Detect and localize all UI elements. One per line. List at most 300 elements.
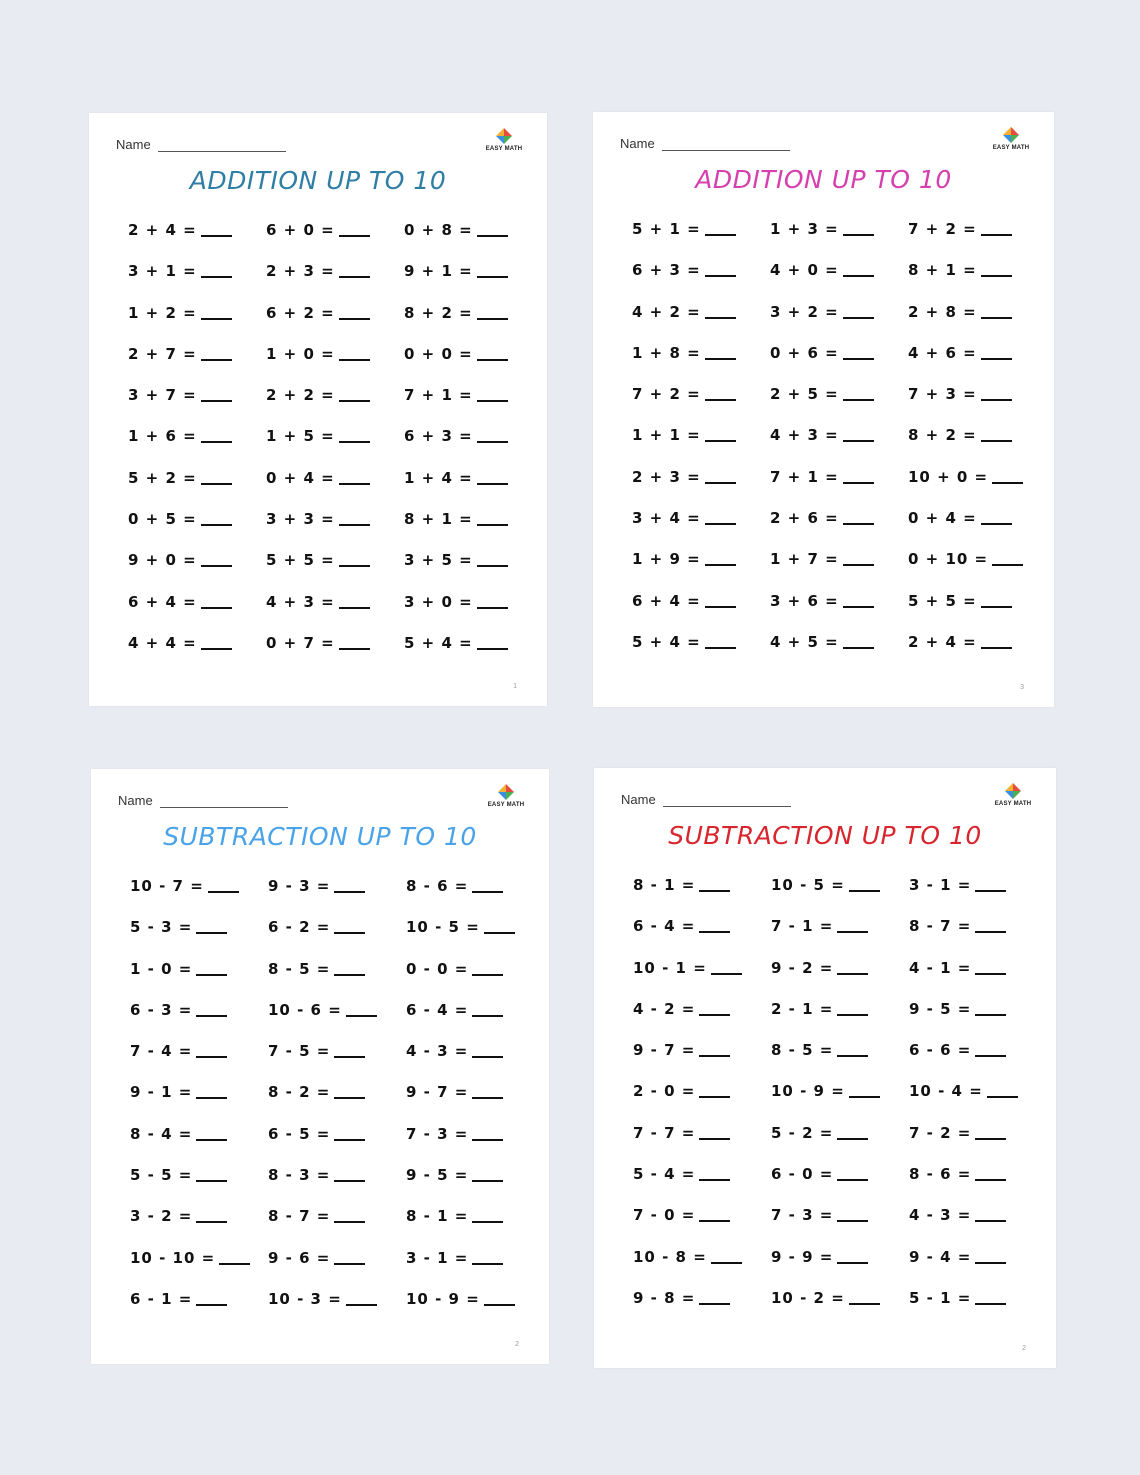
math-problem	[404, 551, 542, 592]
diamond-logo-icon	[1004, 782, 1022, 800]
problem-text: 10 - 7 =	[130, 877, 204, 895]
math-problem	[771, 1206, 909, 1247]
answer-blank[interactable]	[849, 1289, 880, 1305]
answer-blank[interactable]	[843, 426, 874, 442]
answer-blank[interactable]	[843, 385, 874, 401]
problem-text: 0 + 4 =	[908, 509, 977, 528]
math-problem	[770, 303, 908, 344]
problem-text: 10 + 0 =	[908, 467, 989, 486]
answer-blank[interactable]	[196, 1125, 227, 1141]
answer-blank[interactable]	[981, 509, 1012, 525]
answer-blank[interactable]	[981, 344, 1012, 360]
answer-blank[interactable]	[472, 877, 503, 893]
answer-blank[interactable]	[699, 1206, 730, 1222]
problem-text: 8 - 1 =	[406, 1207, 469, 1226]
answer-blank[interactable]	[992, 550, 1023, 566]
name-blank-line[interactable]	[662, 140, 790, 151]
problem-text: 4 + 3 =	[770, 426, 839, 445]
answer-blank[interactable]	[843, 303, 874, 319]
answer-blank[interactable]	[196, 960, 227, 976]
answer-blank[interactable]	[975, 1000, 1006, 1016]
problem-text: 9 - 5 =	[406, 1166, 469, 1185]
math-problem	[770, 509, 908, 550]
problem-text: 7 - 3 =	[771, 1206, 834, 1225]
answer-blank[interactable]	[196, 1166, 227, 1182]
problem-text: 2 + 8 =	[908, 302, 977, 321]
math-problem	[130, 877, 268, 918]
problem-text: 4 + 6 =	[908, 343, 977, 362]
page-number: 2	[1022, 1345, 1026, 1352]
problem-text: 3 - 2 =	[130, 1207, 193, 1226]
name-field	[116, 137, 286, 152]
problem-text: 6 + 4 =	[632, 591, 701, 610]
answer-blank[interactable]	[981, 385, 1012, 401]
problem-text: 1 + 2 =	[128, 303, 197, 322]
answer-blank[interactable]	[201, 634, 232, 650]
answer-blank[interactable]	[334, 1042, 365, 1058]
answer-blank[interactable]	[477, 221, 508, 237]
answer-blank[interactable]	[975, 1206, 1006, 1222]
math-problem	[908, 633, 1046, 674]
math-problem	[633, 917, 771, 958]
answer-blank[interactable]	[981, 592, 1012, 608]
math-problem	[909, 1289, 1047, 1330]
answer-blank[interactable]	[849, 876, 880, 892]
math-problem	[632, 426, 770, 467]
math-problem	[633, 1124, 771, 1165]
answer-blank[interactable]	[334, 1166, 365, 1182]
problem-text: 2 + 3 =	[632, 467, 701, 486]
math-problem	[770, 592, 908, 633]
math-problem	[404, 634, 542, 675]
math-problem	[632, 509, 770, 550]
answer-blank[interactable]	[705, 261, 736, 277]
answer-blank[interactable]	[346, 1001, 377, 1017]
problem-text: 1 + 9 =	[632, 550, 701, 569]
answer-blank[interactable]	[477, 593, 508, 609]
math-problem	[128, 427, 266, 468]
answer-blank[interactable]	[699, 1289, 730, 1305]
problem-text: 0 + 8 =	[404, 221, 473, 239]
answer-blank[interactable]	[472, 1166, 503, 1182]
name-blank-line[interactable]	[160, 797, 288, 808]
answer-blank[interactable]	[705, 385, 736, 401]
answer-blank[interactable]	[981, 220, 1012, 236]
answer-blank[interactable]	[201, 345, 232, 361]
answer-blank[interactable]	[477, 304, 508, 320]
answer-blank[interactable]	[975, 1289, 1006, 1305]
problem-text: 9 - 8 =	[633, 1288, 696, 1307]
answer-blank[interactable]	[975, 917, 1006, 933]
answer-blank[interactable]	[196, 1290, 227, 1306]
problem-text: 10 - 9 =	[406, 1289, 480, 1308]
answer-blank[interactable]	[843, 261, 874, 277]
problem-text: 7 - 0 =	[633, 1206, 696, 1225]
answer-blank[interactable]	[699, 1041, 730, 1057]
answer-blank[interactable]	[837, 959, 868, 975]
answer-blank[interactable]	[981, 261, 1012, 277]
answer-blank[interactable]	[705, 344, 736, 360]
problem-text: 5 + 4 =	[404, 633, 473, 652]
answer-blank[interactable]	[472, 1042, 503, 1058]
name-blank-line[interactable]	[158, 141, 286, 152]
problem-text: 8 - 7 =	[268, 1207, 331, 1226]
problem-text: 8 - 7 =	[909, 917, 972, 936]
answer-blank[interactable]	[705, 592, 736, 608]
answer-blank[interactable]	[705, 220, 736, 236]
math-problem	[406, 960, 544, 1001]
problem-text: 9 + 0 =	[128, 551, 197, 570]
math-problem	[770, 220, 908, 261]
answer-blank[interactable]	[339, 469, 370, 485]
answer-blank[interactable]	[201, 469, 232, 485]
answer-blank[interactable]	[843, 633, 874, 649]
answer-blank[interactable]	[837, 1206, 868, 1222]
answer-blank[interactable]	[849, 1082, 880, 1098]
answer-blank[interactable]	[477, 551, 508, 567]
worksheet-title: ADDITION UP TO 10	[189, 166, 447, 195]
answer-blank[interactable]	[201, 262, 232, 278]
math-problem	[909, 1041, 1047, 1082]
problem-text: 5 + 1 =	[632, 220, 701, 238]
answer-blank[interactable]	[219, 1249, 250, 1265]
problem-text: 4 + 5 =	[770, 632, 839, 651]
problem-text: 3 - 1 =	[909, 876, 972, 894]
math-problem	[771, 1082, 909, 1123]
answer-blank[interactable]	[981, 303, 1012, 319]
problem-grid	[128, 221, 542, 675]
problem-text: 7 - 4 =	[130, 1042, 193, 1061]
math-problem	[130, 1042, 268, 1083]
answer-blank[interactable]	[837, 1165, 868, 1181]
answer-blank[interactable]	[837, 917, 868, 933]
problem-text: 8 - 2 =	[268, 1083, 331, 1102]
problem-text: 7 + 3 =	[908, 385, 977, 404]
answer-blank[interactable]	[705, 468, 736, 484]
problem-text: 7 - 2 =	[909, 1123, 972, 1142]
problem-text: 4 + 4 =	[128, 633, 197, 652]
problem-text: 1 + 0 =	[266, 344, 335, 363]
name-field	[620, 136, 790, 151]
answer-blank[interactable]	[705, 303, 736, 319]
math-problem	[909, 1124, 1047, 1165]
math-problem	[771, 1124, 909, 1165]
math-problem	[130, 1166, 268, 1207]
problem-text: 7 - 7 =	[633, 1123, 696, 1142]
problem-text: 10 - 5 =	[771, 876, 845, 894]
math-problem	[909, 917, 1047, 958]
problem-text: 4 - 1 =	[909, 958, 972, 977]
answer-blank[interactable]	[201, 551, 232, 567]
answer-blank[interactable]	[334, 1249, 365, 1265]
math-problem	[406, 918, 544, 959]
answer-blank[interactable]	[477, 427, 508, 443]
problem-text: 9 - 3 =	[268, 877, 331, 895]
problem-text: 7 + 1 =	[404, 386, 473, 405]
math-problem	[771, 1165, 909, 1206]
math-problem	[908, 344, 1046, 385]
math-problem	[266, 262, 404, 303]
problem-text: 3 + 3 =	[266, 510, 335, 529]
answer-blank[interactable]	[705, 633, 736, 649]
answer-blank[interactable]	[201, 304, 232, 320]
math-problem	[404, 386, 542, 427]
answer-blank[interactable]	[484, 1290, 515, 1306]
problem-text: 8 - 6 =	[909, 1165, 972, 1184]
math-problem	[909, 1248, 1047, 1289]
math-problem	[633, 1206, 771, 1247]
answer-blank[interactable]	[334, 960, 365, 976]
math-problem	[909, 1082, 1047, 1123]
answer-blank[interactable]	[699, 876, 730, 892]
answer-blank[interactable]	[346, 1290, 377, 1306]
answer-blank[interactable]	[975, 1248, 1006, 1264]
math-problem	[771, 917, 909, 958]
answer-blank[interactable]	[334, 1125, 365, 1141]
math-problem	[633, 876, 771, 917]
problem-text: 4 - 2 =	[633, 999, 696, 1018]
math-problem	[632, 592, 770, 633]
math-problem	[268, 1042, 406, 1083]
easy-math-logo	[992, 782, 1034, 818]
answer-blank[interactable]	[201, 510, 232, 526]
answer-blank[interactable]	[699, 1082, 730, 1098]
worksheet-subtraction-red	[594, 768, 1056, 1368]
math-problem	[632, 261, 770, 302]
problem-text: 9 - 1 =	[130, 1083, 193, 1102]
answer-blank[interactable]	[477, 345, 508, 361]
answer-blank[interactable]	[472, 1083, 503, 1099]
name-label: Name	[620, 136, 655, 151]
answer-blank[interactable]	[477, 469, 508, 485]
answer-blank[interactable]	[201, 593, 232, 609]
answer-blank[interactable]	[201, 386, 232, 402]
problem-text: 6 + 4 =	[128, 592, 197, 611]
answer-blank[interactable]	[339, 386, 370, 402]
answer-blank[interactable]	[705, 509, 736, 525]
answer-blank[interactable]	[339, 304, 370, 320]
answer-blank[interactable]	[196, 1042, 227, 1058]
problem-text: 6 + 0 =	[266, 221, 335, 239]
math-problem	[770, 385, 908, 426]
answer-blank[interactable]	[334, 877, 365, 893]
problem-text: 9 - 9 =	[771, 1247, 834, 1266]
logo-text: EASY MATH	[994, 801, 1032, 807]
answer-blank[interactable]	[339, 510, 370, 526]
problem-text: 6 - 4 =	[406, 1000, 469, 1019]
problem-text: 1 - 0 =	[130, 959, 193, 978]
easy-math-logo	[485, 783, 527, 819]
answer-blank[interactable]	[334, 1207, 365, 1223]
answer-blank[interactable]	[334, 1083, 365, 1099]
math-problem	[266, 427, 404, 468]
math-problem	[908, 592, 1046, 633]
answer-blank[interactable]	[975, 1041, 1006, 1057]
answer-blank[interactable]	[981, 426, 1012, 442]
answer-blank[interactable]	[477, 510, 508, 526]
answer-blank[interactable]	[472, 1207, 503, 1223]
answer-blank[interactable]	[484, 918, 515, 934]
problem-text: 1 + 5 =	[266, 427, 335, 446]
answer-blank[interactable]	[477, 262, 508, 278]
answer-blank[interactable]	[705, 426, 736, 442]
answer-blank[interactable]	[196, 1207, 227, 1223]
math-problem	[632, 633, 770, 674]
answer-blank[interactable]	[477, 634, 508, 650]
problem-text: 0 + 4 =	[266, 468, 335, 487]
answer-blank[interactable]	[837, 1041, 868, 1057]
math-problem	[266, 386, 404, 427]
answer-blank[interactable]	[699, 1000, 730, 1016]
problem-text: 3 + 1 =	[128, 262, 197, 281]
math-problem	[130, 1083, 268, 1124]
math-problem	[404, 427, 542, 468]
answer-blank[interactable]	[472, 1249, 503, 1265]
answer-blank[interactable]	[843, 344, 874, 360]
name-blank-line[interactable]	[663, 796, 791, 807]
problem-text: 8 - 1 =	[633, 876, 696, 894]
answer-blank[interactable]	[699, 917, 730, 933]
problem-text: 9 - 2 =	[771, 958, 834, 977]
problem-text: 10 - 9 =	[771, 1082, 845, 1101]
problem-text: 6 - 0 =	[771, 1165, 834, 1184]
problem-text: 3 + 7 =	[128, 386, 197, 405]
math-problem	[128, 469, 266, 510]
answer-blank[interactable]	[339, 427, 370, 443]
answer-blank[interactable]	[975, 1165, 1006, 1181]
problem-text: 1 + 3 =	[770, 220, 839, 238]
math-problem	[909, 876, 1047, 917]
problem-text: 3 + 4 =	[632, 509, 701, 528]
answer-blank[interactable]	[843, 550, 874, 566]
answer-blank[interactable]	[339, 262, 370, 278]
answer-blank[interactable]	[472, 1001, 503, 1017]
math-problem	[406, 1166, 544, 1207]
problem-text: 7 + 2 =	[908, 220, 977, 238]
answer-blank[interactable]	[975, 1124, 1006, 1140]
math-problem	[266, 510, 404, 551]
answer-blank[interactable]	[339, 593, 370, 609]
diamond-logo-icon	[495, 127, 513, 145]
answer-blank[interactable]	[699, 1124, 730, 1140]
answer-blank[interactable]	[196, 1001, 227, 1017]
answer-blank[interactable]	[837, 1248, 868, 1264]
problem-text: 4 + 2 =	[632, 302, 701, 321]
answer-blank[interactable]	[339, 634, 370, 650]
math-problem	[908, 261, 1046, 302]
math-problem	[632, 550, 770, 591]
answer-blank[interactable]	[992, 468, 1023, 484]
answer-blank[interactable]	[843, 592, 874, 608]
math-problem	[771, 959, 909, 1000]
math-problem	[128, 386, 266, 427]
problem-text: 2 + 5 =	[770, 385, 839, 404]
answer-blank[interactable]	[472, 1125, 503, 1141]
easy-math-logo	[483, 127, 525, 163]
problem-text: 6 - 1 =	[130, 1289, 193, 1308]
answer-blank[interactable]	[843, 509, 874, 525]
problem-text: 8 + 1 =	[908, 261, 977, 280]
answer-blank[interactable]	[711, 1248, 742, 1264]
math-problem	[908, 220, 1046, 261]
problem-text: 4 + 0 =	[770, 261, 839, 280]
answer-blank[interactable]	[975, 959, 1006, 975]
math-problem	[128, 551, 266, 592]
answer-blank[interactable]	[843, 220, 874, 236]
problem-text: 2 + 3 =	[266, 262, 335, 281]
answer-blank[interactable]	[201, 221, 232, 237]
math-problem	[633, 1041, 771, 1082]
worksheet-title: SUBTRACTION UP TO 10	[163, 822, 477, 851]
answer-blank[interactable]	[208, 877, 239, 893]
problem-text: 10 - 5 =	[406, 918, 480, 937]
answer-blank[interactable]	[981, 633, 1012, 649]
problem-text: 10 - 8 =	[633, 1247, 707, 1266]
math-problem	[908, 385, 1046, 426]
math-problem	[632, 385, 770, 426]
problem-text: 7 - 3 =	[406, 1124, 469, 1143]
math-problem	[404, 593, 542, 634]
answer-blank[interactable]	[837, 1000, 868, 1016]
math-problem	[633, 959, 771, 1000]
answer-blank[interactable]	[699, 1165, 730, 1181]
answer-blank[interactable]	[705, 550, 736, 566]
problem-text: 5 + 5 =	[266, 551, 335, 570]
math-problem	[404, 304, 542, 345]
answer-blank[interactable]	[339, 221, 370, 237]
problem-text: 3 + 5 =	[404, 551, 473, 570]
answer-blank[interactable]	[339, 551, 370, 567]
math-problem	[268, 1166, 406, 1207]
answer-blank[interactable]	[837, 1124, 868, 1140]
answer-blank[interactable]	[201, 427, 232, 443]
problem-text: 10 - 6 =	[268, 1000, 342, 1019]
problem-grid	[130, 877, 544, 1331]
answer-blank[interactable]	[843, 468, 874, 484]
answer-blank[interactable]	[711, 959, 742, 975]
math-problem	[404, 345, 542, 386]
problem-text: 5 + 4 =	[632, 632, 701, 651]
problem-text: 6 - 3 =	[130, 1000, 193, 1019]
problem-text: 6 - 4 =	[633, 917, 696, 936]
answer-blank[interactable]	[339, 345, 370, 361]
logo-text: EASY MATH	[487, 802, 525, 808]
math-problem	[268, 1290, 406, 1331]
answer-blank[interactable]	[196, 1083, 227, 1099]
math-problem	[130, 1249, 268, 1290]
answer-blank[interactable]	[477, 386, 508, 402]
answer-blank[interactable]	[334, 918, 365, 934]
problem-text: 9 - 6 =	[268, 1248, 331, 1267]
math-problem	[770, 426, 908, 467]
math-problem	[266, 345, 404, 386]
math-problem	[909, 1206, 1047, 1247]
problem-text: 1 + 7 =	[770, 550, 839, 569]
math-problem	[770, 344, 908, 385]
answer-blank[interactable]	[472, 960, 503, 976]
answer-blank[interactable]	[987, 1082, 1018, 1098]
problem-text: 9 - 7 =	[406, 1083, 469, 1102]
problem-text: 6 - 5 =	[268, 1124, 331, 1143]
answer-blank[interactable]	[196, 918, 227, 934]
math-problem	[266, 469, 404, 510]
math-problem	[770, 633, 908, 674]
math-problem	[266, 551, 404, 592]
worksheet-addition-blue	[89, 113, 547, 706]
math-problem	[633, 1289, 771, 1330]
answer-blank[interactable]	[975, 876, 1006, 892]
math-problem	[130, 1207, 268, 1248]
